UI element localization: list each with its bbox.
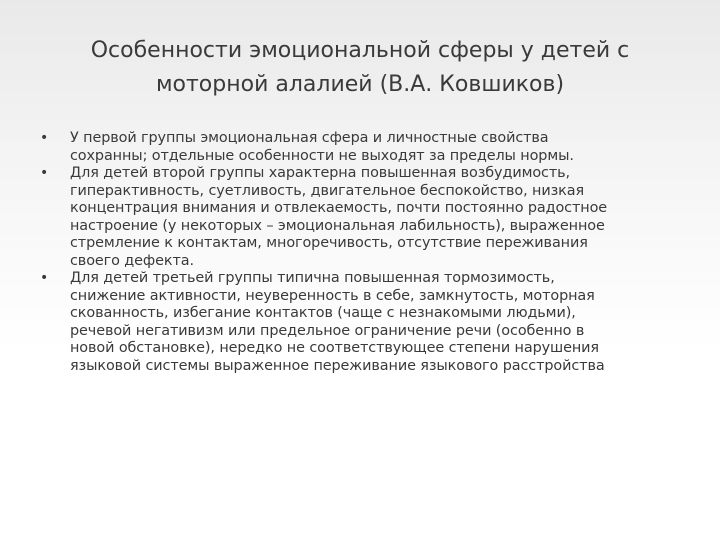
bullet-text-line: Для детей второй группы характерна повышенная возбудимость, [70,165,570,181]
title-line: Особенности эмоциональной сферы у детей с [90,38,630,63]
bullet-text-line: новой обстановке), нередко не соответствующее степени нарушения [70,340,599,356]
bullet-text-line: настроение (у некоторых – эмоциональная лабильность), выраженное [70,217,605,234]
bullet-text-line: речевой негативизм или предельное ограничение речи (особенно в [70,322,585,339]
bullet-text-line: снижение активности, неуверенность в себе, замкнутость, моторная [70,287,595,304]
bullet-text-line: концентрация внимания и отвлекаемость, почти постоянно радостное [70,200,608,216]
bullet-text-line: своего дефекта. [70,252,194,269]
bullet-list [36,130,686,375]
bullet-text-line: стремление к контактам, многоречивость, отсутствие переживания [70,235,588,251]
bullet-item [36,130,686,165]
bullet-text-line: скованность, избегание контактов (чаще с незнакомыми людьми), [70,305,576,321]
bullet-text-line: языковой системы выраженное переживание языкового расстройства [70,357,605,374]
bullet-item [36,270,686,375]
bullet-dot-icon: • [40,165,49,181]
bullet-dot-icon: • [40,130,49,146]
slide-title [40,34,680,102]
bullet-text-line: гиперактивность, суетливость, двигательное беспокойство, низкая [70,182,585,199]
bullet-dot-icon: • [40,270,49,286]
bullet-text-line: У первой группы эмоциональная сфера и личностные свойства [70,130,549,146]
bullet-text-line: сохранны; отдельные особенности не выходят за пределы нормы. [70,147,574,164]
bullet-text-line: Для детей третьей группы типична повышенная тормозимость, [70,270,555,286]
bullet-item [36,165,686,270]
title-line: моторной алалией (В.А. Ковшиков) [155,72,565,97]
